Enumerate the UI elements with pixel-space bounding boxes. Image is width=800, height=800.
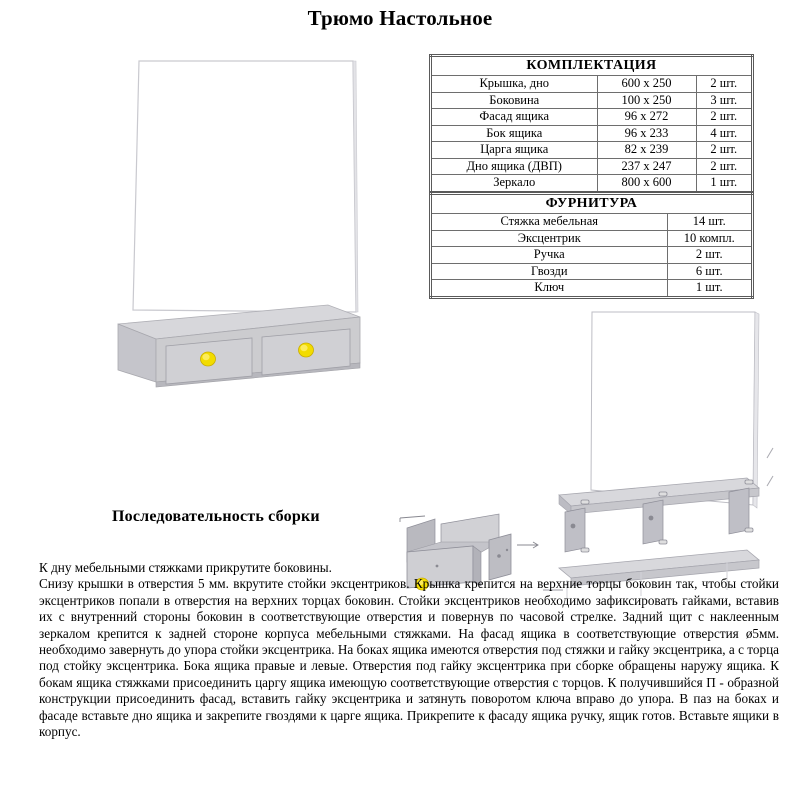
part-name: Бок ящика — [431, 125, 598, 142]
table-row — [431, 158, 753, 175]
part-size: 237 x 247 — [597, 158, 696, 175]
cam-pin-right-bottom — [745, 528, 753, 532]
table-row — [431, 175, 753, 193]
assembly-hint-stroke-1 — [767, 448, 773, 458]
assembly-sequence-heading: Последовательность сборки — [112, 508, 320, 525]
cam-pin-left-bottom — [581, 548, 589, 552]
hardware-qty: 1 шт. — [667, 280, 753, 298]
carcass-side-panel-right — [729, 488, 749, 534]
parts-table-komplektacia — [429, 54, 754, 194]
drawer-knob-right-highlight — [300, 345, 307, 351]
parts-table-furnitura — [429, 192, 754, 299]
carcass-side-panel-left — [565, 508, 585, 552]
hardware-name: Гвозди — [431, 263, 668, 280]
assembly-paragraph-2: Снизу крышки в отверстия 5 мм. вкрутите стойки эксцентриков. Крышка крепится на верхние торцы боковин так, чтобы стойки эксцентриков попали в отверстия на верхних торцах боковин. Стойки эксцентриков необходимо зафиксировать гайками, вставив их с внутренний стороны боковин в соответствующие отверстия и повернув по часовой стрелке. Задний щит с наклеенным зеркалом крепится к задней стороне корпуса мебельными стяжками. На фасад ящика в соответствующие отверстия ø5мм. необходимо завернуть до упора стойки эксцентрика. На боках ящика имеются отверстия под стяжки и гайку эксцентрика, а с торца под стойку эксцентрика. Бока ящика правые и левые. Отверстия под гайку эксцентрика при сборке обращены наружу ящика. К бокам ящика стяжками присоединить царгу ящика имеющую соответствующие отверстия с торцов. К получившийся П - образной конструкции присоединить фасад, вставить гайку эксцентрика и затянуть поворотом ключа вправо до упора. В паз на боках и фасаде вставьте дно ящика и закрепите гвоздями к царге ящика. Прикрепите к фасаду ящика ручку, ящик готов. Вставьте ящики в корпус. — [39, 576, 779, 740]
part-size: 600 x 250 — [597, 76, 696, 93]
carcass-subassembly-group — [543, 312, 773, 598]
cam-hole-side — [497, 554, 501, 558]
table-row — [431, 214, 753, 231]
part-size: 96 x 272 — [597, 109, 696, 126]
table-row — [431, 230, 753, 247]
part-name: Боковина — [431, 92, 598, 109]
table-row — [431, 125, 753, 142]
page-title: Трюмо Настольное — [307, 6, 493, 30]
table-row — [431, 76, 753, 93]
part-qty: 1 шт. — [696, 175, 753, 193]
assembly-arrow-drawer-top — [400, 516, 425, 518]
part-qty: 2 шт. — [696, 76, 753, 93]
part-size: 800 x 600 — [597, 175, 696, 193]
carcass-mirror-board — [591, 312, 755, 505]
part-qty: 2 шт. — [696, 142, 753, 159]
table-row — [431, 280, 753, 298]
table-row — [431, 92, 753, 109]
assembly-hint-stroke-2 — [767, 476, 773, 486]
mirror-panel-shape — [133, 61, 356, 312]
exploded-assembly-svg — [395, 290, 795, 600]
part-name: Фасад ящика — [431, 109, 598, 126]
cam-pin-right-top — [745, 480, 753, 484]
hardware-qty: 10 компл. — [667, 230, 753, 247]
cam-pin-middle-top — [659, 492, 667, 496]
table-row — [431, 247, 753, 264]
cam-hole-side-2 — [506, 549, 508, 551]
cam-pin-middle-bottom — [659, 540, 667, 544]
hardware-name: Стяжка мебельная — [431, 214, 668, 231]
table-title-komplektacia: КОМПЛЕКТАЦИЯ — [431, 56, 753, 76]
hardware-qty: 2 шт. — [667, 247, 753, 264]
table-header-row — [431, 194, 753, 214]
table-row — [431, 109, 753, 126]
assembly-instructions — [39, 560, 779, 740]
assembled-product-illustration — [110, 52, 420, 392]
part-size: 100 x 250 — [597, 92, 696, 109]
part-name: Царга ящика — [431, 142, 598, 159]
cam-hole-left-side — [571, 524, 576, 529]
drawer-knob-left-highlight — [202, 354, 209, 360]
part-qty: 4 шт. — [696, 125, 753, 142]
carcass-side-panel-middle — [643, 500, 663, 544]
part-name: Зеркало — [431, 175, 598, 193]
hardware-name: Эксцентрик — [431, 230, 668, 247]
table-row — [431, 142, 753, 159]
assembly-paragraph-1: К дну мебельными стяжками прикрутите боковины. — [39, 560, 332, 575]
hardware-name: Ключ — [431, 280, 668, 298]
exploded-assembly-illustration — [395, 290, 795, 600]
part-qty: 2 шт. — [696, 158, 753, 175]
part-name: Дно ящика (ДВП) — [431, 158, 598, 175]
assembled-product-svg — [110, 52, 420, 392]
hardware-qty: 6 шт. — [667, 263, 753, 280]
cam-hole-middle-side — [649, 516, 654, 521]
part-name: Крышка, дно — [431, 76, 598, 93]
table-title-furnitura: ФУРНИТУРА — [431, 194, 753, 214]
hardware-name: Ручка — [431, 247, 668, 264]
part-size: 82 x 239 — [597, 142, 696, 159]
hardware-qty: 14 шт. — [667, 214, 753, 231]
table-row — [431, 263, 753, 280]
cam-pin-left-top — [581, 500, 589, 504]
table-header-row — [431, 56, 753, 76]
part-size: 96 x 233 — [597, 125, 696, 142]
part-qty: 2 шт. — [696, 109, 753, 126]
part-qty: 3 шт. — [696, 92, 753, 109]
